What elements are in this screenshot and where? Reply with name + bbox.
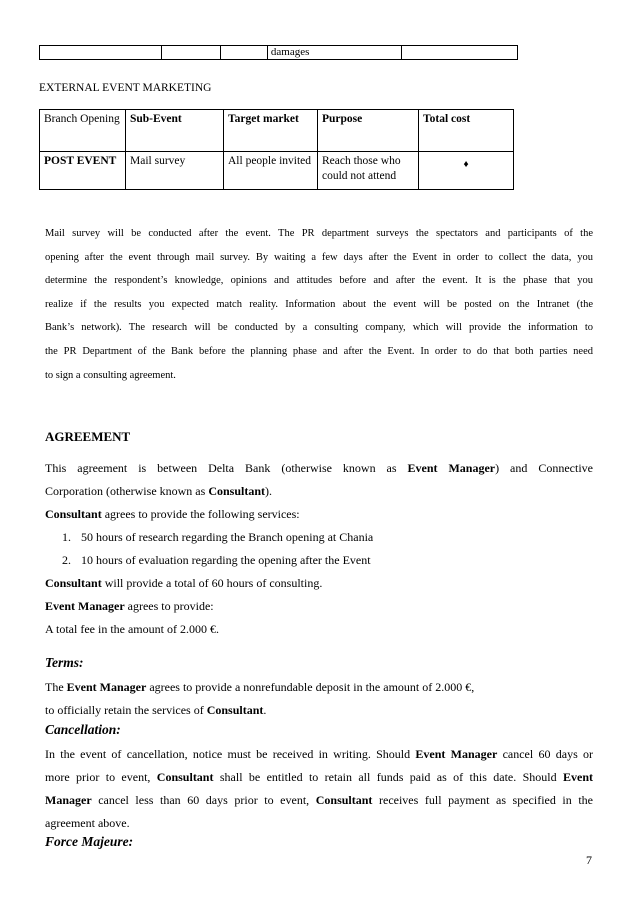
list-item: 2. 10 hours of evaluation regarding the opening after the Event xyxy=(62,553,371,567)
table-cell-damages: damages xyxy=(267,46,401,60)
page-number: 7 xyxy=(586,853,592,867)
agreement-body xyxy=(45,457,593,641)
agreement-line: Consultant will provide a total of 60 hours of consulting. xyxy=(45,576,323,590)
cancellation-line: Manager cancel less than 60 days prior to event, Consultant receives full payment as specified in the xyxy=(45,793,593,807)
force-majeure-heading: Force Majeure: xyxy=(45,834,134,849)
terms-line: to officially retain the services of Consultant. xyxy=(45,703,267,717)
paragraph-line: to sign a consulting agreement. xyxy=(45,369,176,381)
agreement-line: Event Manager agrees to provide: xyxy=(45,599,214,613)
paragraph-line: opening after the event through mail survey. By waiting a few days after the Event in order to collect the data, you xyxy=(45,251,593,263)
paragraph-line: determine the respondent’s knowledge, opinions and attitudes before and after the event. It is the phase that you xyxy=(45,275,593,287)
terms-line: The Event Manager agrees to provide a nonrefundable deposit in the amount of 2.000 €, xyxy=(45,680,475,694)
cancellation-line: more prior to event, Consultant shall be entitled to retain all funds paid as of this date. Should Event xyxy=(45,770,593,784)
header-total-cost: Total cost xyxy=(419,110,514,152)
top-table-fragment xyxy=(39,45,518,60)
cell-all-people-invited: All people invited xyxy=(224,152,318,190)
table-cell xyxy=(40,46,162,60)
cancellation-line: In the event of cancellation, notice must be received in writing. Should Event Manager cancel 60 days or xyxy=(45,747,593,761)
paragraph-line: the PR Department of the Bank before the planning phase and after the Event. In order to do that both parties need xyxy=(45,345,593,357)
agreement-heading: AGREEMENT xyxy=(45,429,131,444)
table-cell xyxy=(401,46,517,60)
table-row xyxy=(40,46,518,60)
header-sub-event: Sub-Event xyxy=(126,110,224,152)
agreement-line: Consultant agrees to provide the following services: xyxy=(45,507,300,521)
diamond-bullet-icon: ♦ xyxy=(419,152,514,190)
agreement-line: Corporation (otherwise known as Consultant). xyxy=(45,484,272,498)
paragraph-line: realize if the results you expected match reality. Information about the event will be posted on the Intranet (the xyxy=(45,298,593,310)
paragraph-line: Mail survey will be conducted after the event. The PR department surveys the spectators and participants of the xyxy=(45,228,593,239)
table-header-row xyxy=(40,110,514,152)
terms-heading: Terms: xyxy=(45,655,84,670)
table-cell xyxy=(162,46,220,60)
cell-purpose: Reach those who could not attend xyxy=(318,152,419,190)
header-purpose: Purpose xyxy=(318,110,419,152)
table-cell xyxy=(220,46,267,60)
list-item: 1. 50 hours of research regarding the Branch opening at Chania xyxy=(62,530,374,544)
agreement-line: A total fee in the amount of 2.000 €. xyxy=(45,622,219,636)
cell-post-event: POST EVENT xyxy=(40,152,126,190)
cancellation-body xyxy=(45,743,593,835)
terms-body xyxy=(45,676,593,722)
event-marketing-table xyxy=(39,109,514,190)
agreement-line: This agreement is between Delta Bank (otherwise known as Event Manager) and Connective xyxy=(45,461,593,475)
cancellation-line: agreement above. xyxy=(45,816,130,830)
external-event-marketing-heading: EXTERNAL EVENT MARKETING xyxy=(39,82,212,94)
header-branch-opening: Branch Opening xyxy=(40,110,126,152)
cell-mail-survey: Mail survey xyxy=(126,152,224,190)
header-target-market: Target market xyxy=(224,110,318,152)
mail-survey-paragraph xyxy=(45,222,593,387)
paragraph-line: Bank’s network). The research will be conducted by a consulting company, which will provide the information to xyxy=(45,322,593,334)
cancellation-heading: Cancellation: xyxy=(45,722,121,737)
table-row xyxy=(40,152,514,190)
